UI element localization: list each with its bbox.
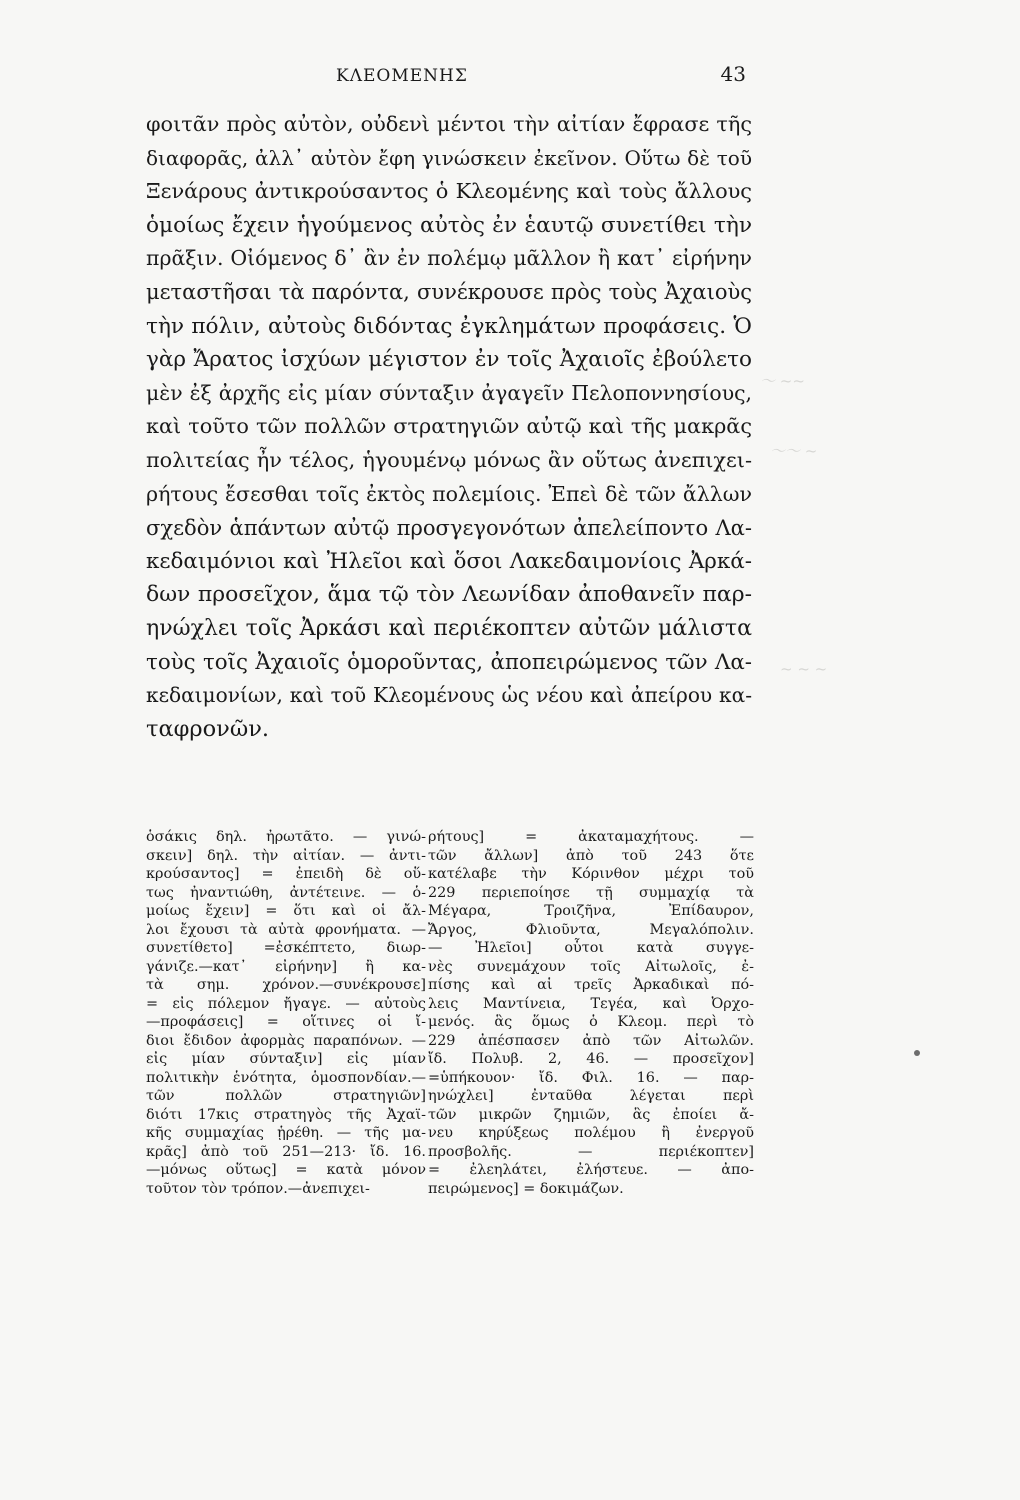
text-line: κεδαιμονίων, καὶ τοῦ Κλεομένους ὡς νέου καὶ ἀπείρου κα- xyxy=(146,683,752,708)
note-line: κρᾶς] ἀπὸ τοῦ 251—213· ἴδ. 16. xyxy=(146,1143,426,1160)
page-header xyxy=(146,62,746,92)
note-line: γάνιζε.—κατ᾽ εἰρήνην] ἢ κα- xyxy=(146,958,426,975)
text-line: φοιτᾶν πρὸς αὐτὸν, οὐδενὶ μέντοι τὴν αἰτίαν ἔφρασε τῆς xyxy=(146,112,752,136)
note-line: ηνώχλει] ἐνταῦθα λέγεται περὶ xyxy=(428,1088,754,1104)
note-line: μοίως ἔχειν] = ὅτι καὶ οἱ ἄλ- xyxy=(146,903,426,919)
note-line: πολιτικὴν ἑνότητα, ὁμοσπονδίαν.— xyxy=(146,1069,426,1086)
note-line: τῶν μικρῶν ζημιῶν, ἃς ἐποίει ἄ- xyxy=(428,1106,754,1123)
text-line: Ξενάρους ἀντικρούσαντος ὁ Κλεομένης καὶ τοὺς ἄλλους xyxy=(146,179,752,204)
note-line: τως ἠναντιώθη, ἀντέτεινε. — ὁ- xyxy=(146,884,426,901)
note-line: νευ κηρύξεως πολέμου ἢ ἐνεργοῦ xyxy=(428,1125,754,1141)
note-line: 229 περιεποίησε τῇ συμμαχίᾳ τὰ xyxy=(428,884,754,901)
note-line: Ἄργος, Φλιοῦντα, Μεγαλόπολιν. xyxy=(428,921,754,938)
text-line: μεταστῆσαι τὰ παρόντα, συνέκρουσε πρὸς τοὺς Ἀχαιοὺς xyxy=(146,279,752,304)
page-number: 43 xyxy=(720,62,746,86)
note-line: τῶν ἄλλων] ἀπὸ τοῦ 243 ὅτε xyxy=(428,847,754,864)
note-line: εἰς μίαν σύνταξιν] εἰς μίαν xyxy=(146,1051,426,1067)
note-line: τὰ σημ. χρόνον.—συνέκρουσε] xyxy=(146,977,426,993)
note-line: πίσης καὶ αἱ τρεῖς Ἀρκαδικαὶ πό- xyxy=(428,977,754,993)
text-line: ὁμοίως ἔχειν ἡγούμενος αὐτὸς ἐν ἑαυτῷ συνετίθει τὴν xyxy=(146,212,752,238)
note-line: =ὑπήκουον· ἴδ. Φιλ. 16. — παρ- xyxy=(428,1069,754,1086)
note-line: λεις Μαντίνεια, Τεγέα, καὶ Ὀρχο- xyxy=(428,995,754,1012)
note-line: ὁσάκις δηλ. ἠρωτᾶτο. — γινώ- xyxy=(146,829,426,845)
bleed-through-mark: ~ ~ ~ xyxy=(780,660,828,678)
note-line: Μέγαρα, Τροιζῆνα, Ἐπίδαυρον, xyxy=(428,903,754,919)
ink-dot-mark xyxy=(914,1050,920,1056)
footnotes-left-column xyxy=(146,828,426,1198)
text-line: καὶ τοῦτο τῶν πολλῶν στρατηγιῶν αὐτῷ καὶ τῆς μακρᾶς xyxy=(146,414,752,439)
text-line: δων προσεῖχον, ἅμα τῷ τὸν Λεωνίδαν ἀποθανεῖν παρ- xyxy=(146,582,752,608)
text-line: διαφορᾶς, ἀλλ᾽ αὐτὸν ἔφη γινώσκειν ἐκεῖνον. Οὕτω δὲ τοῦ xyxy=(146,145,752,170)
note-line: διότι 17κις στρατηγὸς τῆς Ἀχαϊ- xyxy=(146,1106,426,1123)
bleed-through-mark: 〜 ~~ xyxy=(760,372,805,390)
note-line: ρήτους] = ἀκαταμαχήτους. — xyxy=(428,829,754,845)
note-line: συνετίθετο] =ἐσκέπτετο, διωρ- xyxy=(146,940,426,956)
note-line: ἴδ. Πολυβ. 2, 46. — προσεῖχον] xyxy=(428,1051,754,1067)
text-line: ταφρονῶν. xyxy=(146,715,270,742)
note-line: πειρώμενος] = δοκιμάζων. xyxy=(428,1180,624,1197)
bleed-through-mark: 〜〜 ~ xyxy=(770,442,818,460)
text-line: τοὺς τοῖς Ἀχαιοῖς ὁμοροῦντας, ἀποπειρώμενος τῶν Λα- xyxy=(146,649,752,675)
note-line: προσβολῆς. — περιέκοπτεν] xyxy=(428,1143,754,1160)
text-line: ρήτους ἔσεσθαι τοῖς ἐκτὸς πολεμίοις. Ἐπεὶ δὲ τῶν ἄλλων xyxy=(146,481,752,506)
main-text-body xyxy=(146,108,752,746)
note-line: μενός. ἃς ὅμως ὁ Κλεομ. περὶ τὸ xyxy=(428,1014,754,1030)
note-line: κῆς συμμαχίας ᾑρέθη. — τῆς μα- xyxy=(146,1125,426,1141)
text-line: μὲν ἐξ ἀρχῆς εἰς μίαν σύνταξιν ἀγαγεῖν Πελοποννησίους, xyxy=(146,380,752,405)
text-line: γὰρ Ἄρατος ἰσχύων μέγιστον ἐν τοῖς Ἀχαιοῖς ἐβούλετο xyxy=(146,347,752,373)
note-line: —μόνως οὕτως] = κατὰ μόνον xyxy=(146,1162,426,1178)
note-line: σκειν] δηλ. τὴν αἰτίαν. — ἀντι- xyxy=(146,847,426,864)
note-line: —προφάσεις] = οἵτινες οἱ ἴ- xyxy=(146,1014,426,1030)
note-line: κρούσαντος] = ἐπειδὴ δὲ οὕ- xyxy=(146,866,426,882)
note-line: λοι ἔχουσι τὰ αὐτὰ φρονήματα. — xyxy=(146,921,426,938)
note-line: — Ἠλεῖοι] οὗτοι κατὰ συγγε- xyxy=(428,940,754,956)
note-line: κατέλαβε τὴν Κόρινθον μέχρι τοῦ xyxy=(428,866,754,882)
footnotes-right-column xyxy=(428,828,754,1198)
note-line: = εἰς πόλεμον ἤγαγε. — αὐτοὺς xyxy=(146,995,426,1012)
note-line: 229 ἀπέσπασεν ἀπὸ τῶν Αἰτωλῶν. xyxy=(428,1032,754,1049)
text-line: ηνώχλει τοῖς Ἀρκάσι καὶ περιέκοπτεν αὐτῶν μάλιστα xyxy=(146,615,752,641)
text-line: πρᾶξιν. Οἰόμενος δ᾽ ἂν ἐν πολέμῳ μᾶλλον ἢ κατ᾽ εἰρήνην xyxy=(146,246,752,271)
note-line: νὲς συνεμάχουν τοῖς Αἰτωλοῖς, ἐ- xyxy=(428,958,754,975)
text-line: τὴν πόλιν, αὐτοὺς διδόντας ἐγκλημάτων προφάσεις. Ὁ xyxy=(146,313,752,339)
note-line: = ἐλεηλάτει, ἐλήστευε. — ἀπο- xyxy=(428,1162,754,1178)
note-line: διοι ἔδιδον ἀφορμὰς παραπόνων. — xyxy=(146,1032,426,1049)
text-line: πολιτείας ἦν τέλος, ἡγουμένῳ μόνως ἂν οὕτως ἀνεπιχει- xyxy=(146,447,752,472)
text-line: σχεδὸν ἁπάντων αὐτῷ προσγεγονότων ἀπελείποντο Λα- xyxy=(146,515,752,541)
text-line: κεδαιμόνιοι καὶ Ἠλεῖοι καὶ ὅσοι Λακεδαιμονίοις Ἀρκά- xyxy=(146,548,752,574)
note-line: τῶν πολλῶν στρατηγιῶν] xyxy=(146,1088,426,1104)
note-line: τοῦτον τὸν τρόπον.—ἀνεπιχει- xyxy=(146,1180,370,1197)
running-title: ΚΛΕΟΜΕΝΗΣ xyxy=(336,66,468,86)
